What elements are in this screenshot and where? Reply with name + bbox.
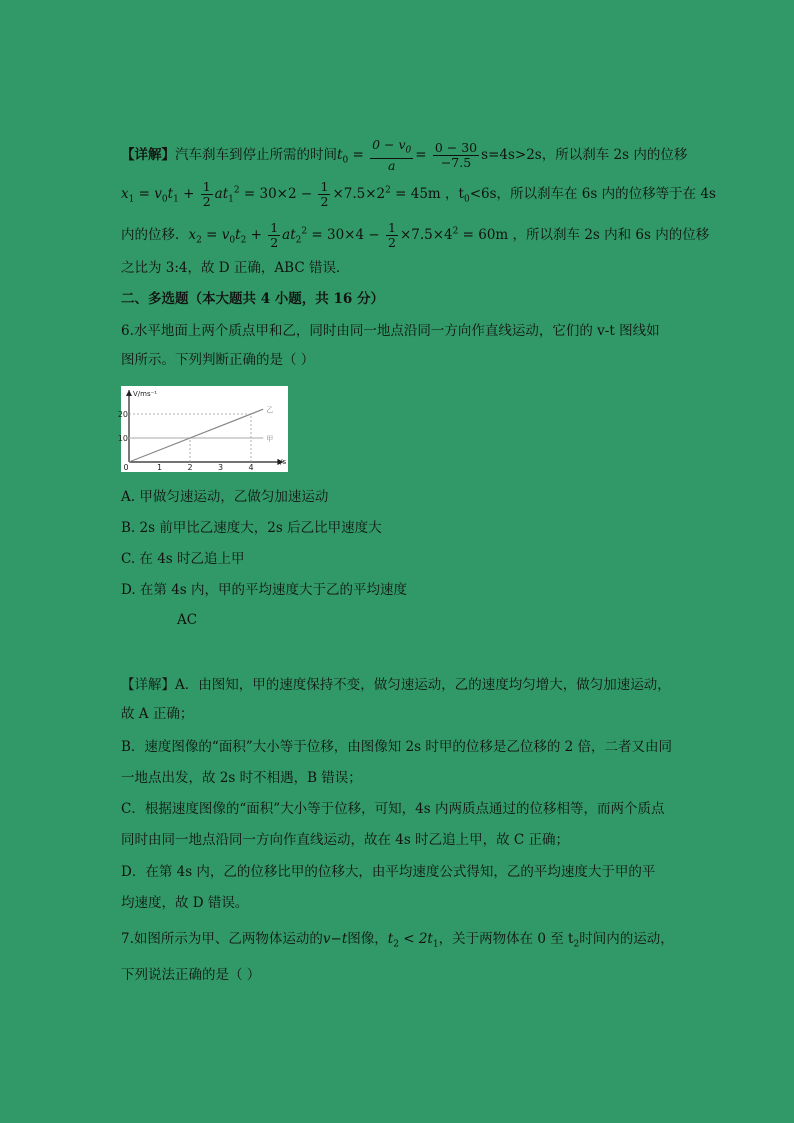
q7-stem-line1: 7.如图所示为甲、乙两物体运动的v−t图像，$t_2 < 2t_1$，关于两物体在 0 至 $t_2$时间内的运动， [121,931,674,950]
y-axis-arrow [126,390,132,396]
detail1-line4: 之比为 3:4，故 D 正确，ABC 错误． [121,260,350,276]
vt-chart [117,386,288,472]
x-tick-label: 3 [217,463,224,472]
detail1-line2: $x_1 = v_0t_1$ + $\frac{1}{2}$ $at_1^2 = 30\times 2$ − $\frac{1}{2}$ $\times 7.5\times 2^2 = 45m$ ，$t_0<6s$，所以刹车在 6s 内的位移等于在 4s [121,179,716,209]
q6-option-a: A. 甲做匀速运动，乙做匀加速运动 [121,489,329,505]
detail6-line8: 均速度，故 D 错误。 [121,895,249,911]
y-tick-label: 20 [117,410,128,419]
detail-label: 【详解】 [121,146,175,163]
series-label: 乙 [266,406,274,415]
detail6-line1: 【详解】A．由图知，甲的速度保持不变，做匀速运动，乙的速度均匀增大，做匀加速运动， [121,677,671,693]
q6-option-c: C. 在 4s 时乙追上甲 [121,551,245,567]
q6-option-b: B. 2s 前甲比乙速度大，2s 后乙比甲速度大 [121,520,382,536]
q6-stem-line1: 6.水平地面上两个质点甲和乙，同时由同一地点沿同一方向作直线运动，它们的 v-t 图线如 [121,323,660,339]
series-line-yi [129,409,263,462]
x-tick-label: 0 [123,463,129,472]
q6-stem-line2: 图所示。下列判断正确的是（ ） [121,352,315,368]
x-axis-label: t/s [277,458,287,466]
detail1-line1: 【详解】汽车刹车到停止所需的时间$t_0$ = $\frac{0 - v_0}{a}$ = $\frac{0 - 30}{-7.5}$ s=4s>2s，所以刹车 2s 内的位移 [121,137,688,173]
detail6-line2: 故 A 正确； [121,706,194,722]
x-tick-label: 2 [187,463,193,472]
fraction: $\frac{0 - 30}{-7.5}$ [434,139,478,170]
q6-option-d: D. 在第 4s 内，甲的平均速度大于乙的平均速度 [121,582,408,598]
x-tick-label: 4 [248,463,254,472]
series-label: 甲 [266,435,274,443]
vt-chart-svg [117,386,288,472]
detail6-line3: B．速度图像的“面积”大小等于位移，由图像知 2s 时甲的位移是乙位移的 2 倍，二者又由同 [121,739,672,755]
detail6-line4: 一地点出发，故 2s 时不相遇，B 错误； [121,770,362,786]
detail6-line6: 同时由同一地点沿同一方向作直线运动，故在 4s 时乙追上甲，故 C 正确； [121,832,570,848]
q6-answer: AC [177,612,198,628]
q7-stem-line2: 下列说法正确的是（ ） [121,967,261,983]
detail1-line3: 内的位移．$x_2 = v_0t_2$ + $\frac{1}{2}$ $at_2^2 = 30\times 4$ − $\frac{1}{2}$ $\times 7.5\times 4^2 = 60m$ ，所以刹车 2s 内和 6s 内的位移 [121,220,710,250]
y-axis-label: V/ms⁻¹ [133,390,158,398]
detail6-line7: D．在第 4s 内，乙的位移比甲的位移大，由平均速度公式得知，乙的平均速度大于甲的平 [121,864,656,880]
detail6-line5: C．根据速度图像的“面积”大小等于位移，可知，4s 内两质点通过的位移相等，而两个质点 [121,801,665,817]
x-tick-label: 1 [156,463,163,472]
y-tick-label: 10 [117,434,128,443]
section-title: 二、多选题（本大题共 4 小题，共 16 分） [121,291,384,307]
fraction: $\frac{0 - v_0}{a}$ [372,137,412,173]
